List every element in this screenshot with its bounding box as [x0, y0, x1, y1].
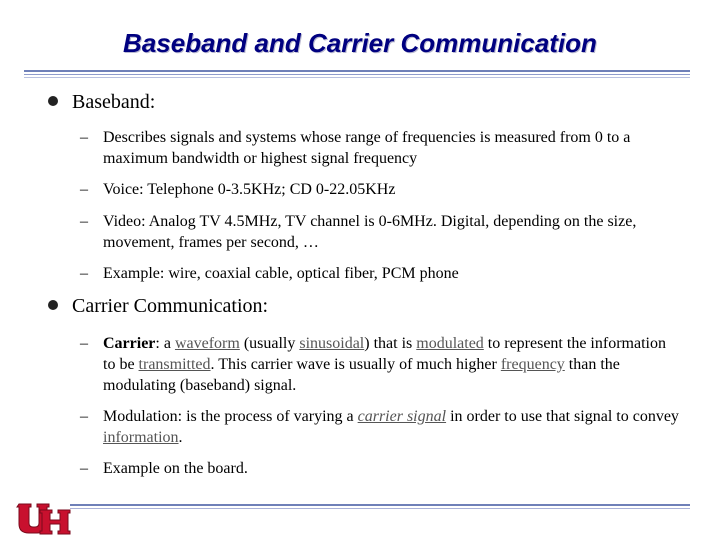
carrier-item-text — [103, 406, 680, 448]
footer-divider — [70, 504, 690, 506]
link-transmitted[interactable]: transmitted — [138, 356, 211, 373]
text-run: (usually — [239, 335, 300, 352]
footer-divider-2 — [70, 508, 690, 509]
dash-icon: – — [80, 460, 88, 477]
dash-icon: – — [80, 181, 88, 198]
baseband-item-3 — [80, 211, 680, 253]
link-information[interactable]: information — [103, 429, 179, 446]
carrier-item-text — [103, 333, 680, 396]
carrier-item-text: Example on the board. — [103, 460, 248, 477]
baseband-item-text: Video: Analog TV 4.5MHz, TV channel is 0-6MHz. Digital, depending on the size, movement, frames per second, … — [103, 213, 637, 251]
baseband-item-1 — [80, 127, 680, 169]
dash-icon: – — [80, 129, 88, 146]
text-run: than the modulating (baseband) signal. — [103, 356, 620, 394]
dash-icon: – — [80, 265, 88, 282]
bullet-baseband — [48, 90, 155, 114]
carrier-heading: Carrier Communication: — [72, 295, 269, 317]
baseband-item-text: Describes signals and systems whose range of frequencies is measured from 0 to a maximum bandwidth or highest signal frequency — [103, 129, 631, 167]
baseband-heading: Baseband: — [72, 91, 156, 113]
bullet-dot-icon — [48, 96, 58, 106]
link-carrier-signal[interactable]: carrier signal — [357, 408, 447, 425]
dash-icon: – — [80, 408, 88, 425]
baseband-item-text: Voice: Telephone 0-3.5KHz; CD 0-22.05KHz — [103, 181, 396, 198]
carrier-item-3 — [80, 458, 680, 479]
uh-logo-icon — [16, 498, 72, 538]
link-waveform[interactable]: waveform — [174, 335, 240, 352]
term-carrier: Carrier — [103, 335, 156, 352]
carrier-item-1 — [80, 333, 680, 396]
carrier-item-2 — [80, 406, 680, 448]
bullet-carrier — [48, 294, 268, 318]
text-run: . This carrier wave is usually of much higher — [210, 356, 501, 373]
link-modulated[interactable]: modulated — [416, 335, 484, 352]
link-sinusoidal[interactable]: sinusoidal — [299, 335, 365, 352]
text-run: . — [178, 429, 183, 446]
text-run: in order to use that signal to convey — [446, 408, 679, 425]
link-frequency[interactable]: frequency — [500, 356, 565, 373]
slide-title: Baseband and Carrier Communication — [123, 28, 597, 58]
text-run: ) that is — [364, 335, 417, 352]
text-run: Modulation: is the process of varying a — [103, 408, 358, 425]
bullet-dot-icon — [48, 300, 58, 310]
text-run: to represent the information to be — [103, 335, 666, 373]
dash-icon: – — [80, 335, 88, 352]
baseband-item-2 — [80, 179, 680, 200]
baseband-item-text: Example: wire, coaxial cable, optical fiber, PCM phone — [103, 265, 459, 282]
dash-icon: – — [80, 213, 88, 230]
text-run: : a — [155, 335, 175, 352]
baseband-item-4 — [80, 263, 680, 284]
